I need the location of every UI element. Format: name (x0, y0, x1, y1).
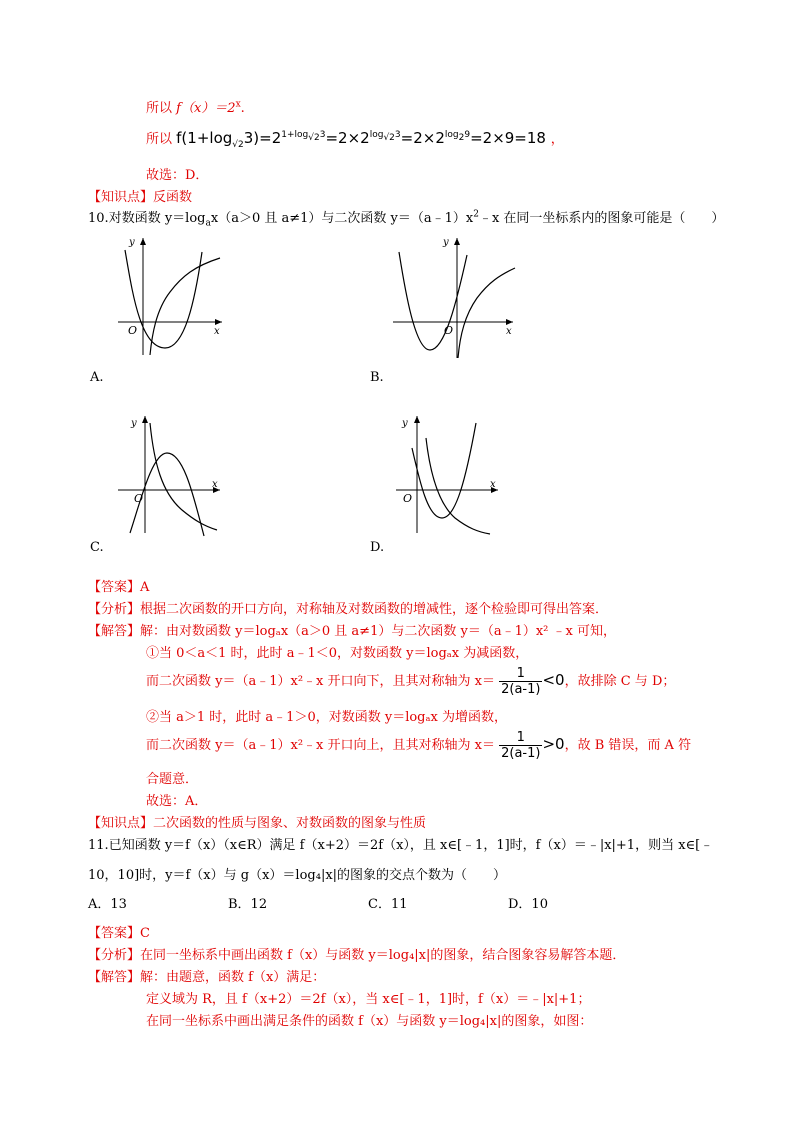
q11-stem-line2: 10，10]时，y＝f（x）与 g（x）＝log₄|x|的图象的交点个数为（ ） (88, 868, 507, 883)
q11-stem-line1: 11.已知函数 y＝f（x）（x∈R）满足 f（x+2）＝2f（x），且 x∈[﹣1，1]时，f（x）＝﹣|x|+1，则当 x∈[﹣ (88, 838, 714, 853)
y-axis-arrow (142, 416, 148, 423)
q11-solution-line: 【解答】解：由题意，函数 f（x）满足： (88, 970, 326, 985)
fraction: $\frac{1}{2(a-1)}$ (501, 730, 541, 761)
origin-label: O (134, 492, 144, 505)
math-expression: $f(1+\log_{√2}3)=2^{1+log_{√2}3}=2\times 2^{log_{√2}3}=2\times 2^{log_29}=2\times 9=18$ (176, 129, 546, 150)
option-a-label: A. (90, 370, 104, 385)
q11-choice-c: C．11 (368, 897, 408, 912)
graph-b (385, 230, 520, 360)
q10-solution-line: 而二次函数 y＝（a﹣1）x²﹣x 开口向上，且其对称轴为 x＝ $\frac{1}{2(a-1)}$ >0，故 B 错误，而 A 符 (146, 730, 692, 761)
y-label: y (443, 237, 449, 248)
q11-analysis: 【分析】在同一坐标系中画出函数 f（x）与函数 y＝log₄|x|的图象，结合图象容易解答本题． (88, 948, 626, 963)
y-label: y (129, 237, 135, 248)
log-curve (150, 423, 217, 530)
q10-answer: 【答案】A (88, 580, 150, 595)
origin-label: O (403, 492, 413, 505)
x-label: x (214, 326, 220, 337)
q11-choice-a: A．13 (88, 897, 127, 912)
graph-d (390, 408, 505, 538)
q11-answer: 【答案】C (88, 926, 150, 941)
q10-knowledge: 【知识点】二次函数的性质与图象、对数函数的图象与性质 (88, 816, 427, 831)
log-curve (426, 438, 490, 534)
q10-solution-line: ②当 a＞1 时，此时 a﹣1＞0，对数函数 y＝logₐx 为增函数， (146, 710, 507, 725)
q11-solution-line: 定义域为 R，且 f（x+2）＝2f（x），当 x∈[﹣1，1]时，f（x）＝﹣|x|+1； (146, 992, 591, 1007)
origin-label: O (444, 324, 454, 337)
graph-a (110, 230, 230, 360)
q10-analysis: 【分析】根据二次函数的开口方向，对称轴及对数函数的增减性，逐个检验即可得出答案． (88, 602, 609, 617)
log-curve (458, 268, 515, 358)
q10-solution-line: ①当 0＜a＜1 时，此时 a﹣1＜0，对数函数 y＝logₐx 为减函数， (146, 646, 529, 661)
x-axis-arrow (506, 319, 513, 325)
q10-solution-line: 故选：A． (146, 794, 208, 809)
q10-stem: 10.对数函数 $y=\log_ax(a>0$ 且 a≠1）与二次函数 $y=(a﹣1)x^2﹣x$ 在同一坐标系内的图象可能是（ ） (88, 209, 725, 229)
x-label: x (506, 326, 512, 337)
y-axis-arrow (140, 238, 146, 245)
q10-solution-line: 【解答】解：由对数函数 y＝logₐx（a＞0 且 a≠1）与二次函数 y＝（a﹣1）x² ﹣x 可知， (88, 624, 616, 639)
q10-solution-line: 而二次函数 y＝（a﹣1）x²﹣x 开口向下，且其对称轴为 x＝ $\frac{1}{2(a-1)}$ <0，故排除 C 与 D； (146, 666, 676, 697)
option-d-label: D. (370, 540, 385, 555)
prev-knowledge: 【知识点】反函数 (88, 190, 193, 205)
log-curve (150, 258, 220, 355)
x-label: x (490, 479, 496, 490)
y-label: y (131, 418, 137, 429)
option-c-label: C. (90, 540, 104, 555)
origin-label: O (128, 324, 138, 337)
q11-solution-line: 在同一坐标系中画出满足条件的函数 f（x）与函数 y＝log₄|x|的图象，如图： (146, 1014, 593, 1029)
prev-answer: 故选：D． (146, 168, 209, 183)
x-label: x (212, 479, 218, 490)
prev-line2: 所以 $f(1+\log_{√2}3)=2^{1+log_{√2}3}=2\times 2^{log_{√2}3}=2\times 2^{log_29}=2\times 9=18$ ， (146, 129, 564, 150)
q11-choice-b: B．12 (228, 897, 268, 912)
y-axis-arrow (454, 238, 460, 245)
option-b-label: B. (370, 370, 384, 385)
q11-choice-d: D．10 (508, 897, 548, 912)
x-axis-arrow (215, 319, 222, 325)
prev-line1: 所以 $f(x)=2^x$. (146, 99, 245, 116)
y-label: y (402, 418, 408, 429)
q10-solution-line: 合题意． (146, 772, 199, 787)
graph-c (112, 408, 227, 538)
y-axis-arrow (414, 416, 420, 423)
fraction: $\frac{1}{2(a-1)}$ (501, 666, 541, 697)
